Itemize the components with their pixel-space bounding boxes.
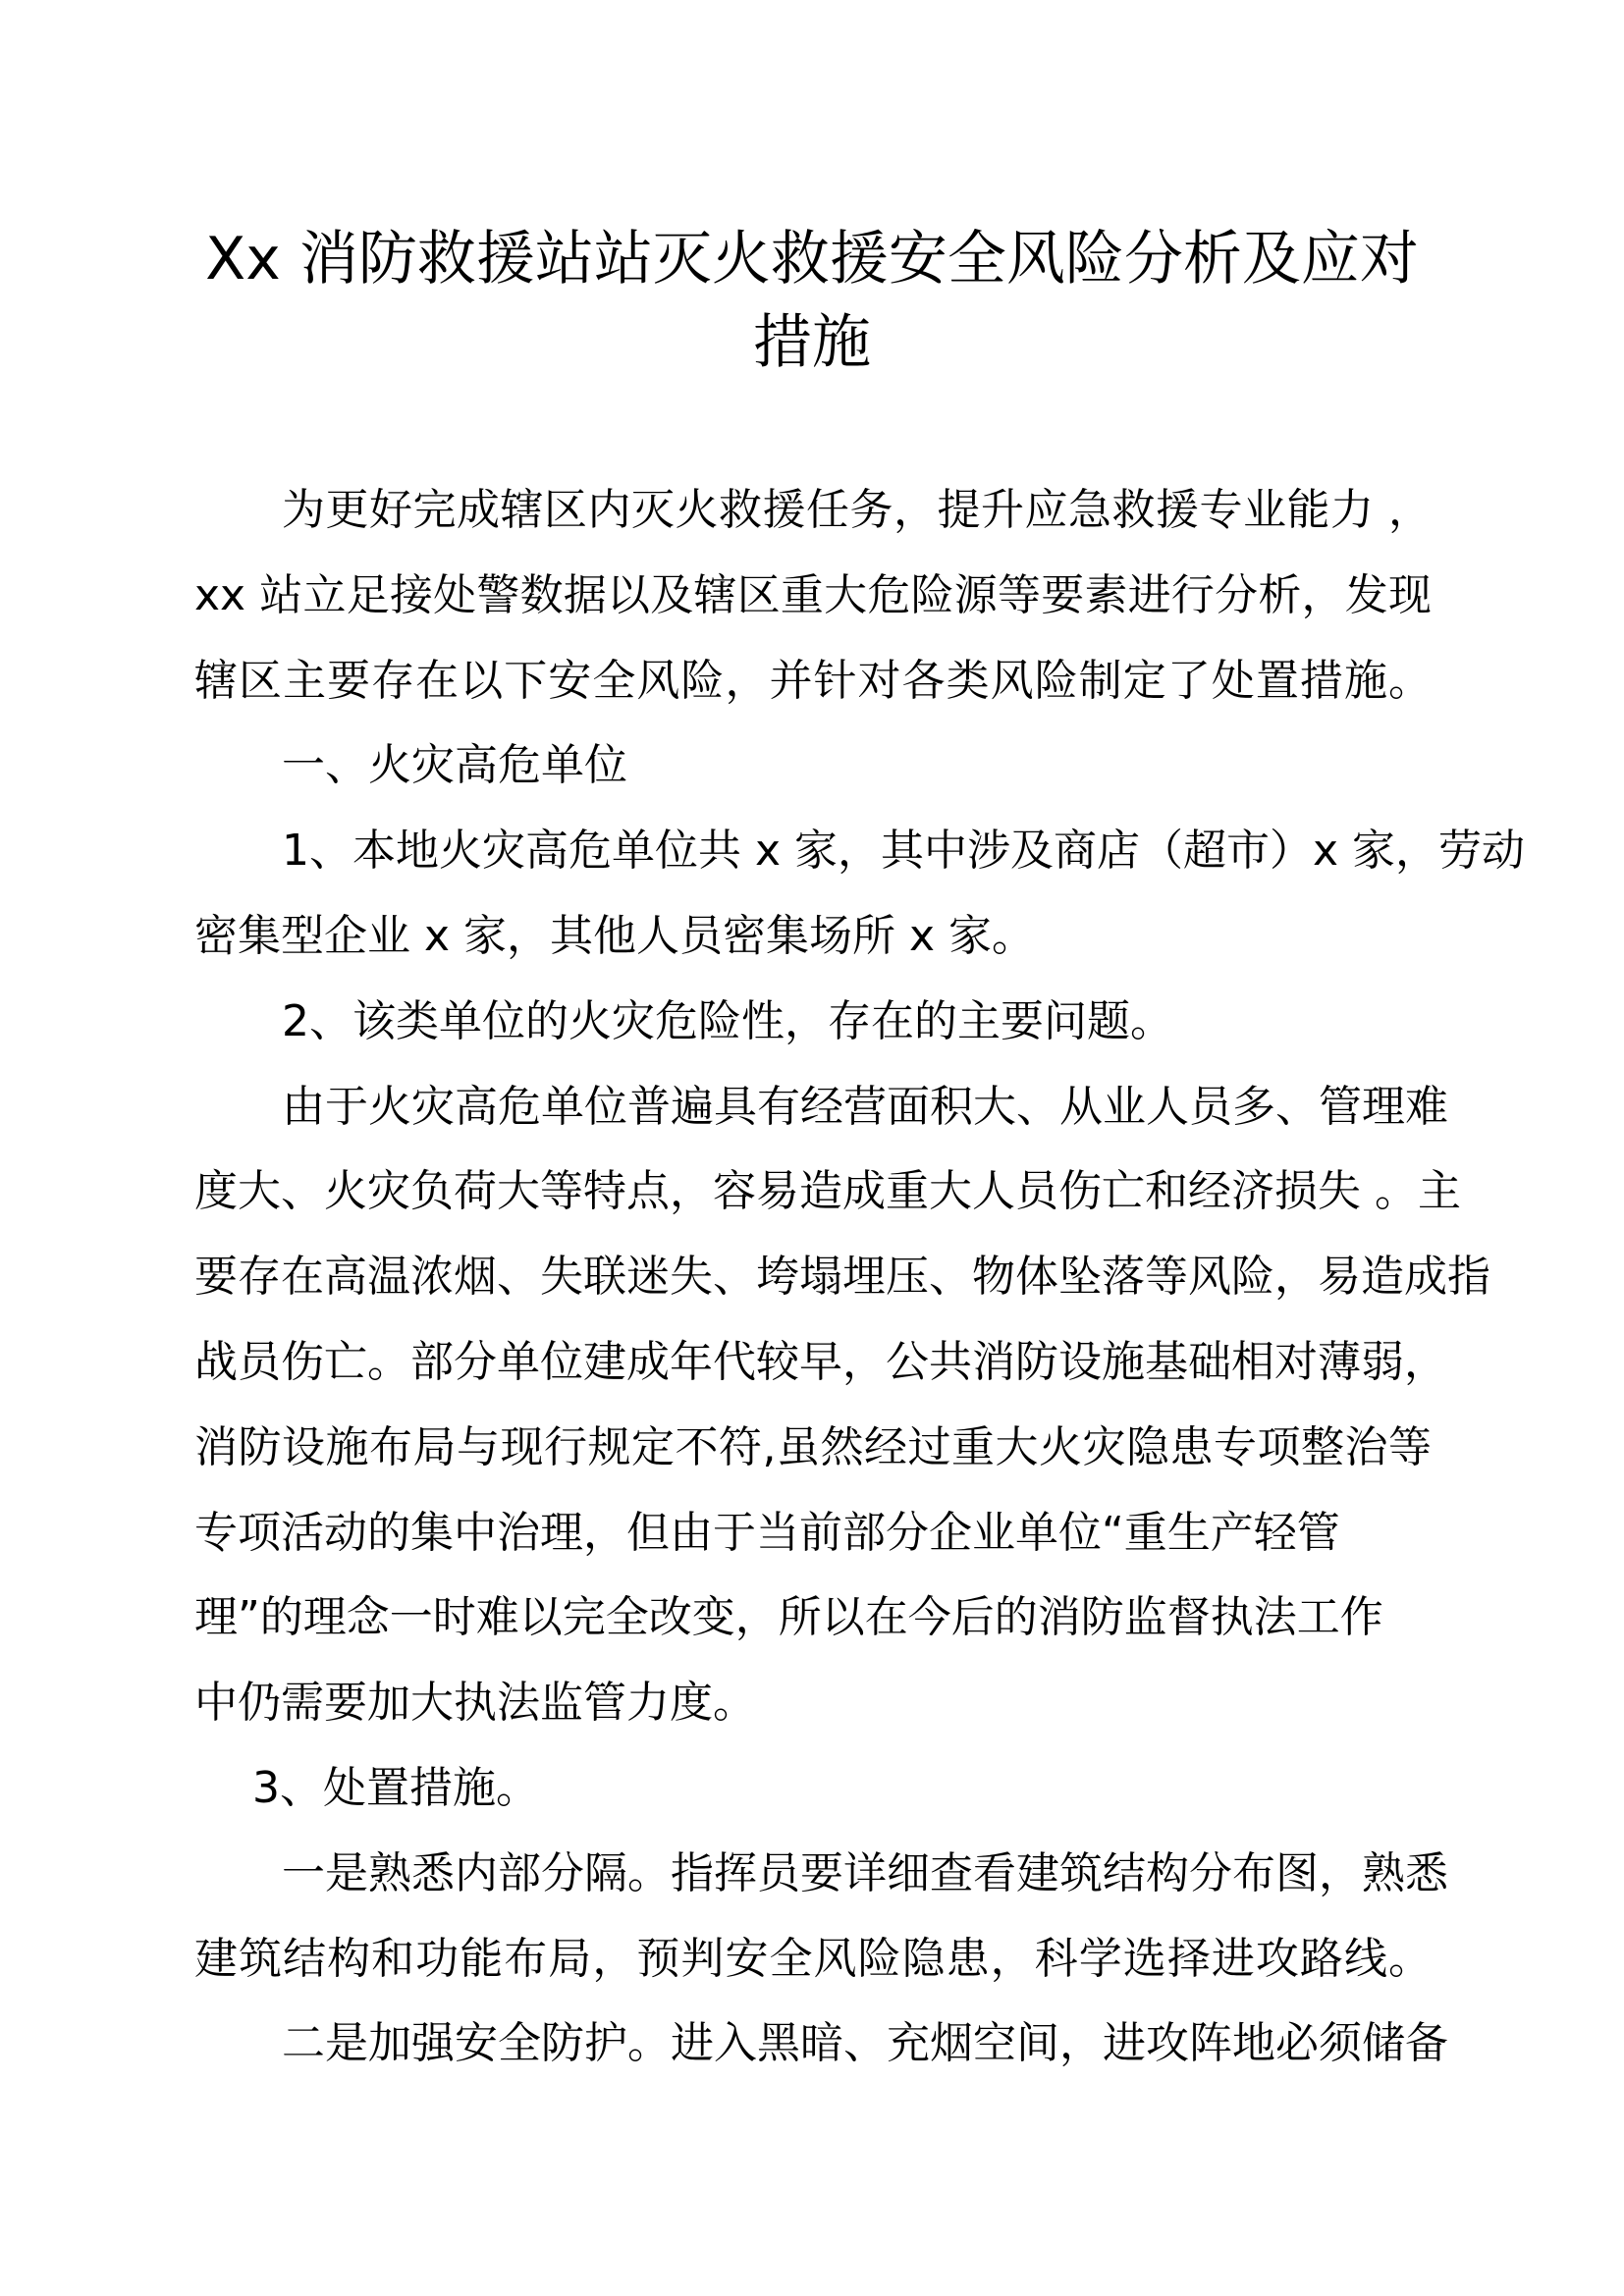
item-2-line-6: 专项活动的集中治理，但由于当前部分企业单位“重生产轻管 <box>194 1507 1340 1558</box>
document-body <box>194 468 1526 2087</box>
item-2-line-4: 战员伤亡。部分单位建成年代较早，公共消防设施基础相对薄弱， <box>194 1336 1447 1387</box>
item-2-line-7: 理”的理念一时难以完全改变，所以在今后的消防监督执法工作 <box>194 1592 1383 1643</box>
item-2-line-1: 由于火灾高危单位普遍具有经营面积大、从业人员多、管理难 <box>282 1081 1448 1132</box>
measure-1-line-2: 建筑结构和功能布局，预判安全风险隐患，科学选择进攻路线。 <box>194 1933 1432 1984</box>
item-1-line-2: 密集型企业 x 家，其他人员密集场所 x 家。 <box>194 910 1036 961</box>
item-2-line-8: 中仍需要加大执法监管力度。 <box>194 1678 756 1729</box>
intro-line-3: 辖区主要存在以下安全风险，并针对各类风险制定了处置措施。 <box>194 655 1432 706</box>
section-heading-1: 一、火灾高危单位 <box>282 740 627 791</box>
measure-1-line-1: 一是熟悉内部分隔。指挥员要详细查看建筑结构分布图，熟悉 <box>282 1847 1448 1898</box>
intro-line-2: xx 站立足接处警数据以及辖区重大危险源等要素进行分析，发现 <box>194 569 1432 620</box>
item-2-line-3: 要存在高温浓烟、失联迷失、垮塌埋压、物体坠落等风险，易造成指 <box>194 1252 1490 1303</box>
title-line-1: Xx 消防救援站站灭火救援安全风险分析及应对 <box>205 225 1419 294</box>
item-1-line-1: 1、本地火灾高危单位共 x 家，其中涉及商店（超市）x 家，劳动 <box>282 826 1526 877</box>
intro-line-1: 为更好完成辖区内灭火救援任务，提升应急救援专业能力 ， <box>282 485 1432 535</box>
item-2-heading: 2、该类单位的火灾危险性，存在的主要问题。 <box>282 995 1173 1046</box>
document-title <box>157 218 1467 385</box>
measure-2-line-1: 二是加强安全防护。进入黑暗、充烟空间，进攻阵地必须储备 <box>282 2018 1448 2069</box>
item-2-line-5: 消防设施布局与现行规定不符,虽然经过重大火灾隐患专项整治等 <box>194 1421 1432 1472</box>
title-line-2: 措施 <box>753 308 871 377</box>
item-2-line-2: 度大、火灾负荷大等特点，容易造成重大人员伤亡和经济损失 。主 <box>194 1166 1461 1217</box>
item-3-heading: 3、处置措施。 <box>252 1762 539 1813</box>
